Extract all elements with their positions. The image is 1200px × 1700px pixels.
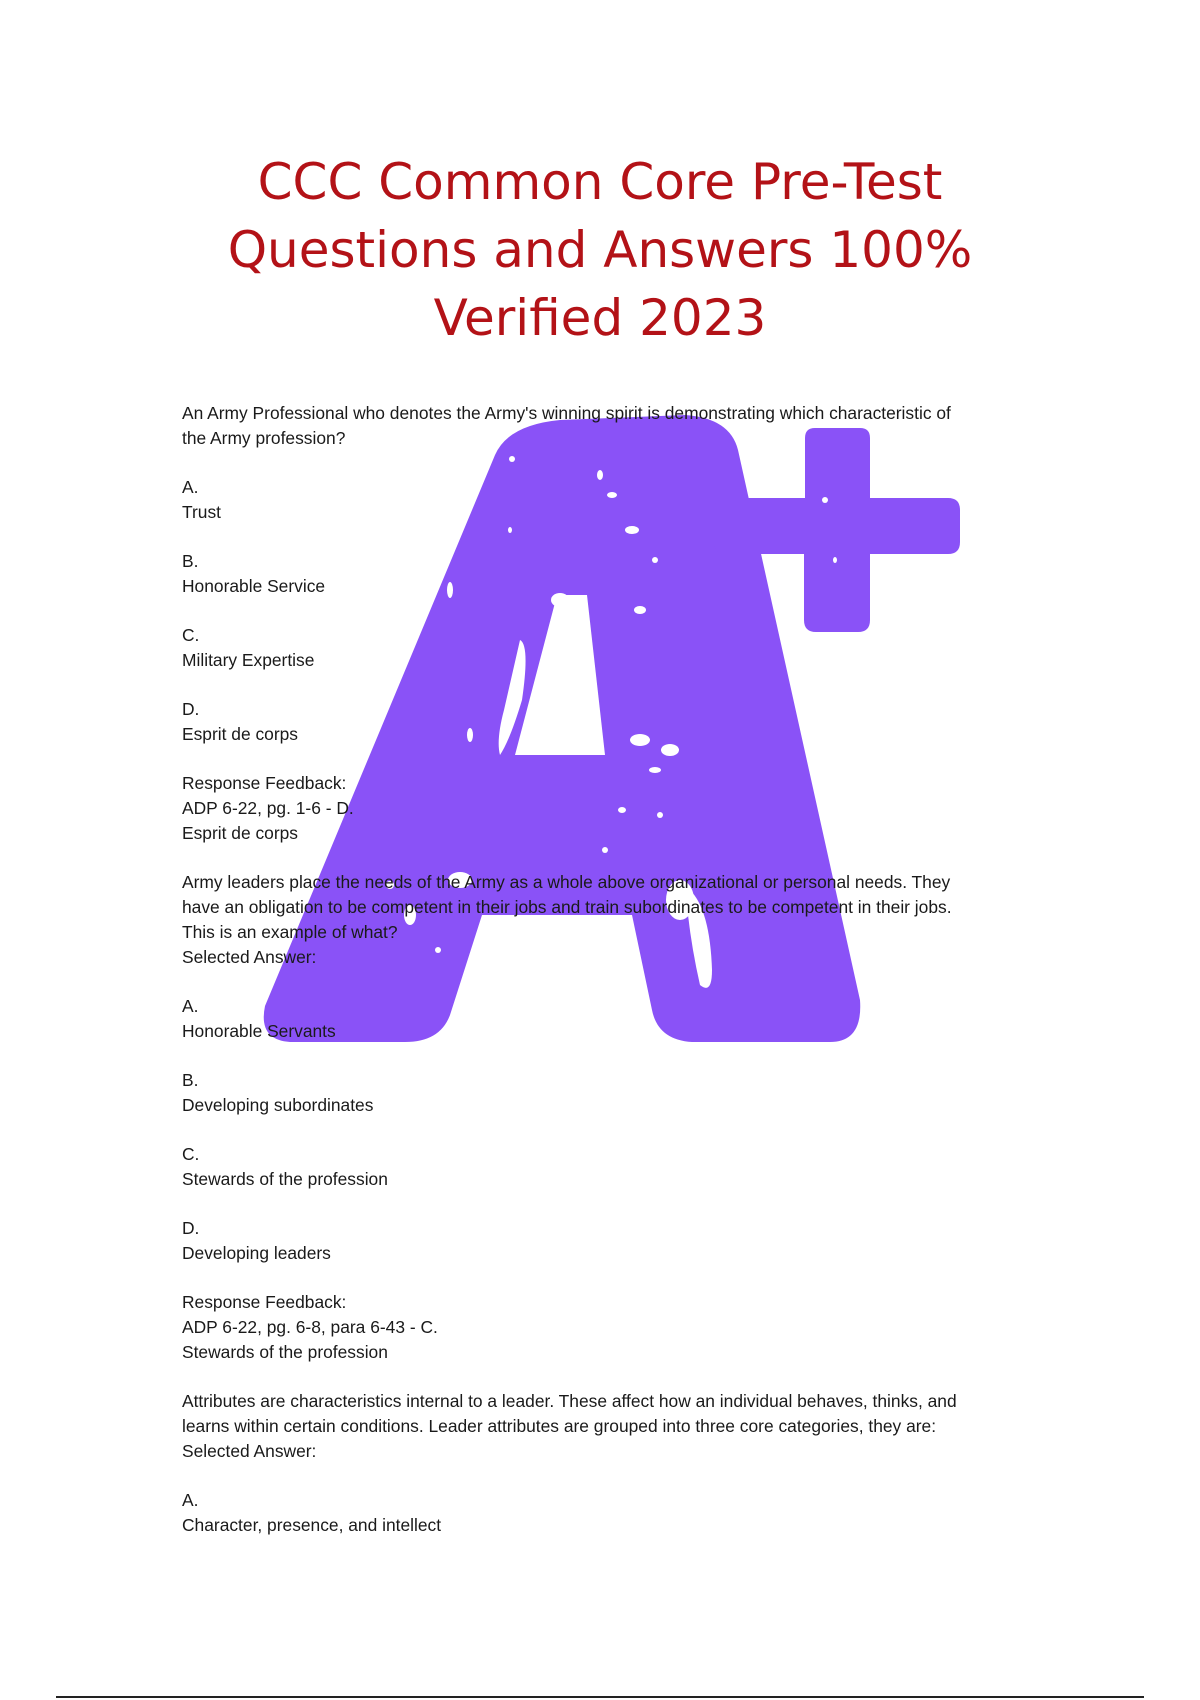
feedback-answer: Stewards of the profession (182, 1342, 388, 1362)
selected-answer-label: Selected Answer: (182, 1441, 317, 1461)
option-letter: C. (182, 1144, 200, 1164)
option-letter: A. (182, 996, 199, 1016)
option-text: Developing subordinates (182, 1095, 374, 1115)
question-prompt-line: This is an example of what? (182, 922, 398, 942)
page-bottom-rule (56, 1696, 1144, 1698)
feedback-label: Response Feedback: (182, 773, 347, 793)
option-letter: D. (182, 1218, 200, 1238)
option-letter: D. (182, 699, 200, 719)
option-text: Military Expertise (182, 650, 315, 670)
option-text: Character, presence, and intellect (182, 1515, 442, 1535)
option-text: Esprit de corps (182, 724, 298, 744)
feedback-answer: Esprit de corps (182, 823, 298, 843)
selected-answer-label: Selected Answer: (182, 947, 317, 967)
option-text: Trust (182, 502, 221, 522)
question-1 (182, 401, 1022, 846)
option-letter: B. (182, 551, 199, 571)
question-2 (182, 870, 1022, 1365)
feedback-label: Response Feedback: (182, 1292, 347, 1312)
option-letter: C. (182, 625, 200, 645)
question-prompt-line: the Army profession? (182, 428, 346, 448)
option-text: Developing leaders (182, 1243, 331, 1263)
question-prompt-line: learns within certain conditions. Leader attributes are grouped into three core categories, they are: (182, 1416, 937, 1436)
document-title-line: Questions and Answers 100% (227, 221, 973, 279)
option-text: Stewards of the profession (182, 1169, 388, 1189)
document-title-line: CCC Common Core Pre-Test (257, 153, 943, 211)
question-prompt-line: Army leaders place the needs of the Army as a whole above organizational or personal needs. They (182, 872, 951, 892)
question-prompt-line: have an obligation to be competent in their jobs and train subordinates to be competent in their jobs. (182, 897, 952, 917)
option-text: Honorable Servants (182, 1021, 336, 1041)
question-3 (182, 1389, 1022, 1538)
question-prompt-line: Attributes are characteristics internal to a leader. These affect how an individual behaves, thinks, and (182, 1391, 957, 1411)
feedback-reference: ADP 6-22, pg. 1-6 - D. (182, 798, 354, 818)
option-text: Honorable Service (182, 576, 326, 596)
document-title (0, 148, 1200, 352)
option-letter: A. (182, 1490, 199, 1510)
option-letter: B. (182, 1070, 199, 1090)
document-title-line: Verified 2023 (433, 289, 767, 347)
question-prompt-line: An Army Professional who denotes the Army's winning spirit is demonstrating which characteristic of (182, 403, 951, 423)
feedback-reference: ADP 6-22, pg. 6-8, para 6-43 - C. (182, 1317, 438, 1337)
option-letter: A. (182, 477, 199, 497)
document-body (182, 401, 1022, 1562)
